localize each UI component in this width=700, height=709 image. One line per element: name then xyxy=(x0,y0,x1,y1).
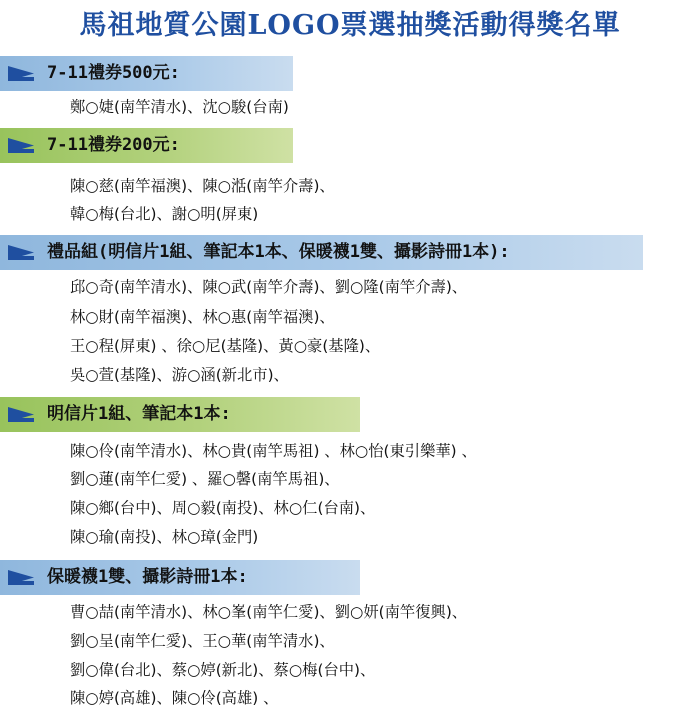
section-header-bar xyxy=(0,128,293,163)
prize-section xyxy=(0,560,700,595)
section-heading: 7-11禮券200元: xyxy=(47,135,180,155)
winner-line: 陳○婷(高雄)、陳○伶(高雄) 、 xyxy=(70,689,279,707)
section-header-bar xyxy=(0,397,360,432)
arrow-icon xyxy=(8,245,34,260)
winner-line: 吳○萱(基隆)、游○涵(新北市)、 xyxy=(70,366,289,384)
section-header-bar xyxy=(0,560,360,595)
section-header-bar xyxy=(0,235,643,270)
section-heading: 明信片1組、筆記本1本: xyxy=(47,404,231,424)
winner-line: 林○財(南竿福澳)、林○惠(南竿福澳)、 xyxy=(70,308,335,326)
arrow-icon xyxy=(8,407,34,422)
winner-line: 王○程(屏東) 、徐○尼(基隆)、黃○豪(基隆)、 xyxy=(70,337,381,355)
winner-line: 陳○慈(南竿福澳)、陳○湉(南竿介壽)、 xyxy=(70,177,335,195)
prize-section xyxy=(0,397,700,432)
section-heading: 禮品組(明信片1組、筆記本1本、保暖襪1雙、攝影詩冊1本): xyxy=(47,242,510,262)
winner-line: 劉○蓮(南竿仁愛) 、羅○馨(南竿馬祖)、 xyxy=(70,470,340,488)
winner-line: 韓○梅(台北)、謝○明(屏東) xyxy=(70,205,259,223)
prize-section xyxy=(0,128,700,163)
arrow-icon xyxy=(8,138,34,153)
prize-section xyxy=(0,235,700,270)
winner-line: 陳○伶(南竿清水)、林○貴(南竿馬祖) 、林○怡(東引樂華) 、 xyxy=(70,442,477,460)
prize-section xyxy=(0,56,700,91)
page-title: 馬祖地質公園LOGO票選抽獎活動得獎名單 xyxy=(79,10,621,41)
section-heading: 7-11禮券500元: xyxy=(47,63,180,83)
winner-line: 陳○瑜(南投)、林○璋(金門) xyxy=(70,528,259,546)
arrow-icon xyxy=(8,66,34,81)
winner-line: 劉○偉(台北)、蔡○婷(新北)、蔡○梅(台中)、 xyxy=(70,661,376,679)
winner-line: 劉○呈(南竿仁愛)、王○華(南竿清水)、 xyxy=(70,632,335,650)
arrow-icon xyxy=(8,570,34,585)
winner-line: 曹○喆(南竿清水)、林○峯(南竿仁愛)、劉○妍(南竿復興)、 xyxy=(70,603,468,621)
winner-line: 鄭○婕(南竿清水)、沈○駿(台南) xyxy=(70,98,289,116)
winner-line: 陳○鄉(台中)、周○毅(南投)、林○仁(台南)、 xyxy=(70,499,376,517)
section-heading: 保暖襪1雙、攝影詩冊1本: xyxy=(47,567,248,587)
winner-line: 邱○奇(南竿清水)、陳○武(南竿介壽)、劉○隆(南竿介壽)、 xyxy=(70,278,468,296)
section-header-bar xyxy=(0,56,293,91)
